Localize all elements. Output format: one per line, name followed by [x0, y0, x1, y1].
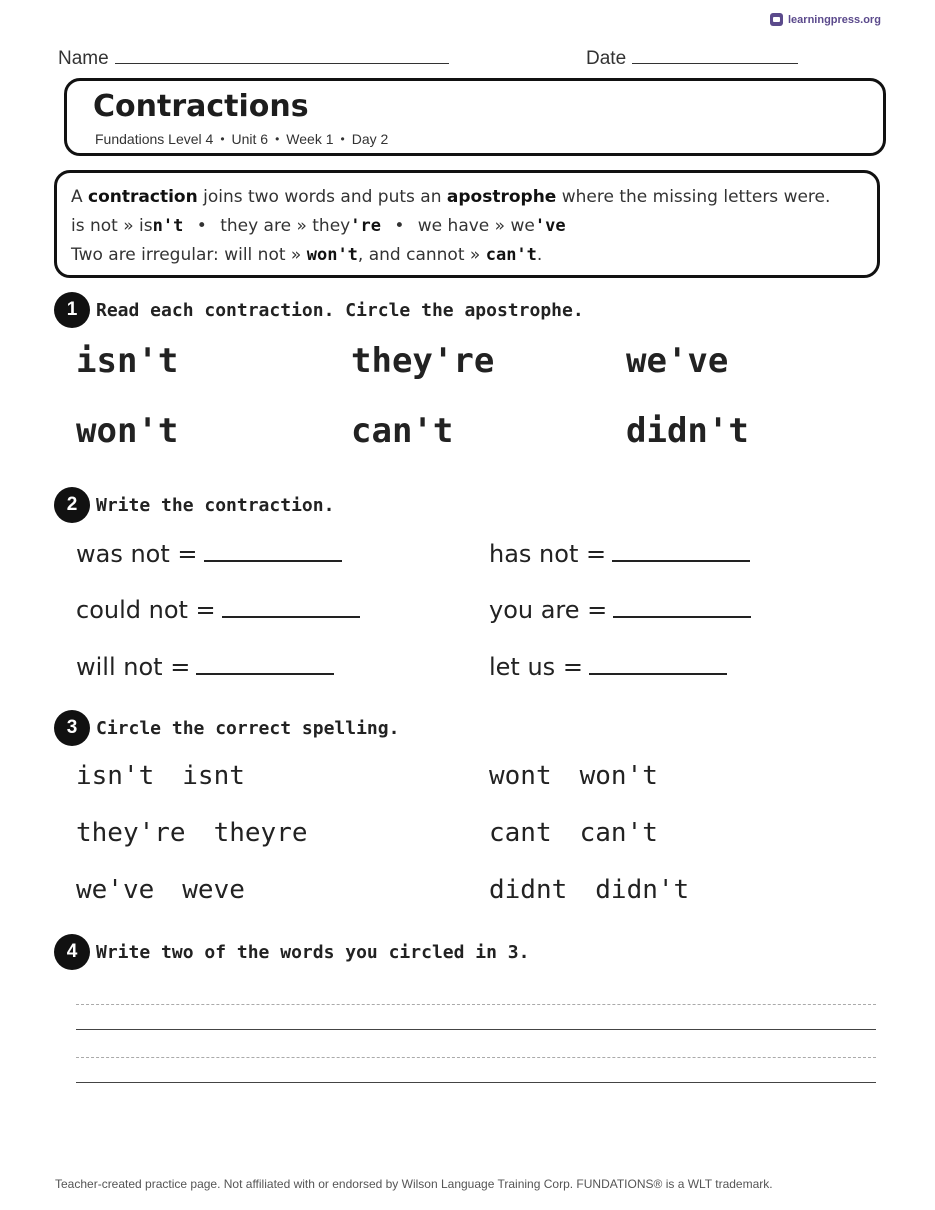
spelling-option[interactable]: weve — [182, 875, 245, 905]
section-4-header — [54, 934, 529, 970]
title-box — [64, 78, 886, 156]
answer-blank[interactable] — [204, 540, 342, 562]
spelling-option[interactable]: wont — [489, 761, 552, 791]
example: they are » they're — [220, 216, 381, 236]
write-item: was not = — [76, 540, 342, 568]
name-line[interactable] — [115, 47, 449, 64]
section-number: 1 — [54, 292, 90, 328]
answer-blank[interactable] — [613, 596, 751, 618]
intro-keyword: apostrophe — [446, 187, 557, 207]
separator: • — [196, 216, 207, 236]
write-item: has not = — [489, 540, 750, 568]
name-label: Name — [58, 48, 109, 69]
spelling-pair — [76, 761, 245, 791]
spelling-option[interactable]: isnt — [182, 761, 245, 791]
book-icon — [770, 13, 783, 26]
date-line[interactable] — [632, 47, 798, 64]
brand-name: learningpress.org — [788, 13, 881, 26]
irregular-word: can't — [485, 245, 537, 265]
date-label: Date — [586, 48, 627, 69]
answer-blank[interactable] — [196, 653, 334, 675]
writing-guide-dashed — [76, 1004, 876, 1005]
section-number: 2 — [54, 487, 90, 523]
writing-line[interactable] — [76, 1082, 876, 1083]
write-item: could not = — [76, 596, 360, 624]
intro-text: Two are irregular: will not » — [71, 245, 302, 265]
intro-keyword: contraction — [88, 187, 198, 207]
day-label: Day 2 — [351, 131, 389, 147]
section-1-header — [54, 292, 584, 328]
write-item: let us = — [489, 653, 727, 681]
intro-line-2 — [71, 212, 863, 241]
spelling-pair — [489, 761, 658, 791]
intro-line-3 — [71, 241, 863, 270]
level-label: Fundations Level 4 — [95, 131, 214, 147]
spelling-pair — [76, 875, 245, 905]
answer-blank[interactable] — [222, 596, 360, 618]
intro-box — [54, 170, 880, 278]
section-number: 3 — [54, 710, 90, 746]
name-field[interactable] — [58, 47, 449, 70]
spelling-option[interactable]: can't — [579, 818, 658, 848]
intro-text: where the missing letters were. — [561, 187, 831, 207]
write-item: you are = — [489, 596, 751, 624]
spelling-option[interactable]: theyre — [213, 818, 308, 848]
spelling-pair — [489, 818, 658, 848]
writing-guide-dashed — [76, 1057, 876, 1058]
contraction-word[interactable]: can't — [351, 411, 454, 451]
subtitle — [95, 131, 388, 147]
spelling-option[interactable]: cant — [489, 818, 552, 848]
spelling-option[interactable]: they're — [76, 818, 186, 848]
answer-blank[interactable] — [612, 540, 750, 562]
brand-logo — [770, 13, 881, 26]
intro-line-1 — [71, 183, 863, 212]
spelling-option[interactable]: we've — [76, 875, 155, 905]
contraction-word[interactable]: won't — [76, 411, 179, 451]
section-2-header — [54, 487, 334, 523]
section-title: Read each contraction. Circle the apostrophe. — [96, 299, 584, 321]
separator: • — [340, 132, 345, 146]
separator: • — [394, 216, 405, 236]
separator: • — [220, 132, 225, 146]
unit-label: Unit 6 — [231, 131, 269, 147]
spelling-pair — [489, 875, 689, 905]
writing-line[interactable] — [76, 1029, 876, 1030]
intro-text: A — [71, 187, 83, 207]
date-field[interactable] — [586, 47, 798, 70]
contraction-word[interactable]: isn't — [76, 341, 179, 381]
contraction-word[interactable]: we've — [626, 341, 729, 381]
spelling-pair — [76, 818, 308, 848]
section-3-header — [54, 710, 399, 746]
spelling-option[interactable]: didnt — [489, 875, 568, 905]
irregular-word: won't — [306, 245, 358, 265]
section-title: Write two of the words you circled in 3. — [96, 941, 530, 963]
contraction-word[interactable]: didn't — [626, 411, 749, 451]
footer-disclaimer: Teacher-created practice page. Not affiliated with or endorsed by Wilson Language Training Corp. FUNDATIONS® is a WLT trademark. — [55, 1177, 773, 1191]
separator: • — [275, 132, 280, 146]
intro-text: , and cannot » — [357, 245, 481, 265]
example: is not » isn't — [71, 216, 184, 236]
spelling-option[interactable]: didn't — [595, 875, 690, 905]
answer-blank[interactable] — [589, 653, 727, 675]
week-label: Week 1 — [286, 131, 334, 147]
page-title: Contractions — [93, 89, 309, 124]
section-title: Circle the correct spelling. — [96, 717, 400, 739]
spelling-option[interactable]: won't — [579, 761, 658, 791]
contraction-word[interactable]: they're — [351, 341, 495, 381]
section-title: Write the contraction. — [96, 494, 335, 516]
write-item: will not = — [76, 653, 334, 681]
example: we have » we've — [417, 216, 566, 236]
intro-text: joins two words and puts an — [203, 187, 442, 207]
intro-text: . — [536, 245, 543, 265]
spelling-option[interactable]: isn't — [76, 761, 155, 791]
section-number: 4 — [54, 934, 90, 970]
